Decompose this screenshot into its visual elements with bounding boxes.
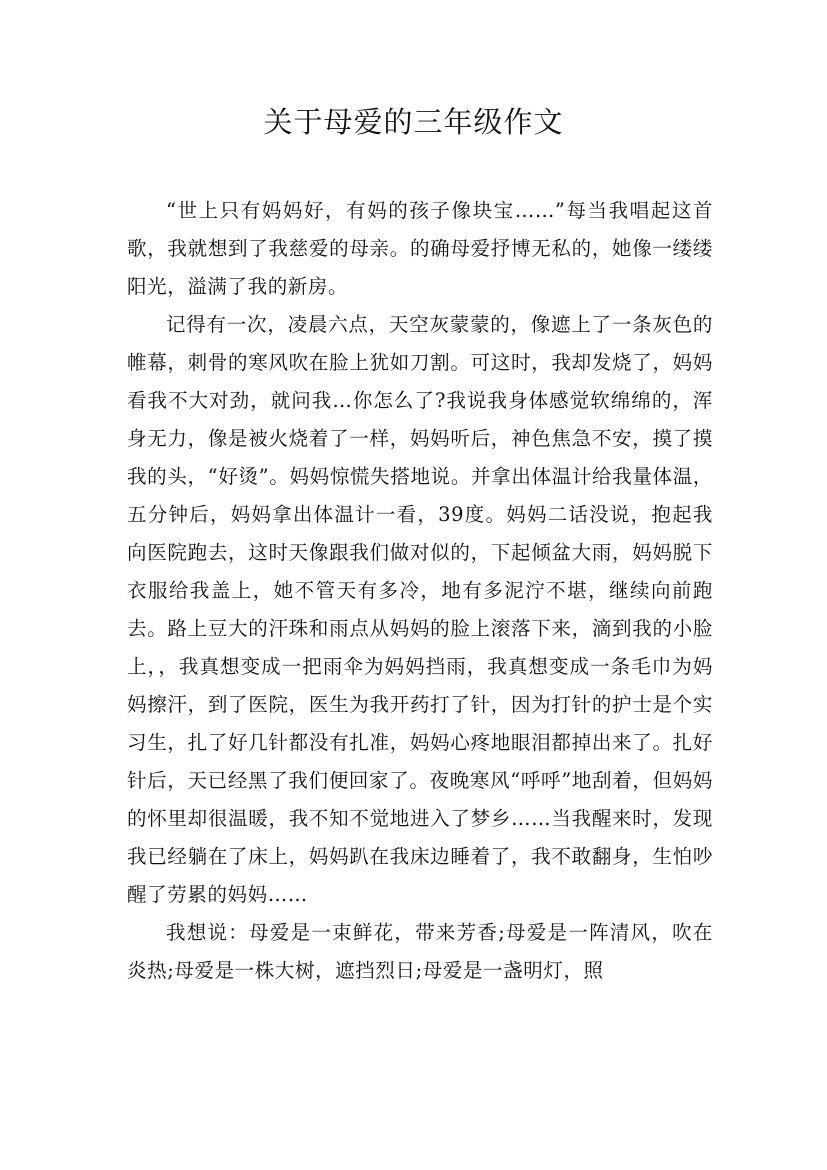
paragraph-2: 记得有一次，凌晨六点，天空灰蒙蒙的，像遮上了一条灰色的帷幕，刺骨的寒风吹在脸上犹如刀割。可这时，我却发烧了，妈妈看我不大对劲，就问我…你怎么了?我说我身体感觉软绵绵的，浑身无力，像是被火烧着了一样，妈妈听后，神色焦急不安，摸了摸我的头，“好烫”。妈妈惊慌失搭地说。并拿出体温计给我量体温，五分钟后，妈妈拿出体温计一看，39度。妈妈二话没说，抱起我向医院跑去，这时天像跟我们做对似的，下起倾盆大雨，妈妈脱下衣服给我盖上，她不管天有多冷，地有多泥泞不堪，继续向前跑去。路上豆大的汗珠和雨点从妈妈的脸上滚落下来，滴到我的小脸上，，我真想变成一把雨伞为妈妈挡雨，我真想变成一条毛巾为妈妈擦汗，到了医院，医生为我开药打了针，因为打针的护士是个实习生，扎了好几针都没有扎准，妈妈心疼地眼泪都掉出来了。扎好针后，天已经黑了我们便回家了。夜晚寒风“呼呼”地刮着，但妈妈的怀里却很温暖，我不知不觉地进入了梦乡……当我醒来时，发现我已经躺在了床上，妈妈趴在我床边睡着了，我不敢翻身，生怕吵醒了劳累的妈妈…… — [127, 313, 713, 906]
paragraph-1: “世上只有妈妈好，有妈的孩子像块宝……”每当我唱起这首歌，我就想到了我慈爱的母亲。的确母爱抒博无私的，她像一缕缕阳光，溢满了我的新房。 — [127, 199, 713, 298]
document-title: 关于母爱的三年级作文 — [263, 105, 564, 139]
paragraph-3: 我想说：母爱是一束鲜花，带来芳香;母爱是一阵清风，吹在炎热;母爱是一株大树，遮挡烈日;母爱是一盏明灯，照 — [127, 921, 713, 982]
document-body — [127, 192, 713, 990]
